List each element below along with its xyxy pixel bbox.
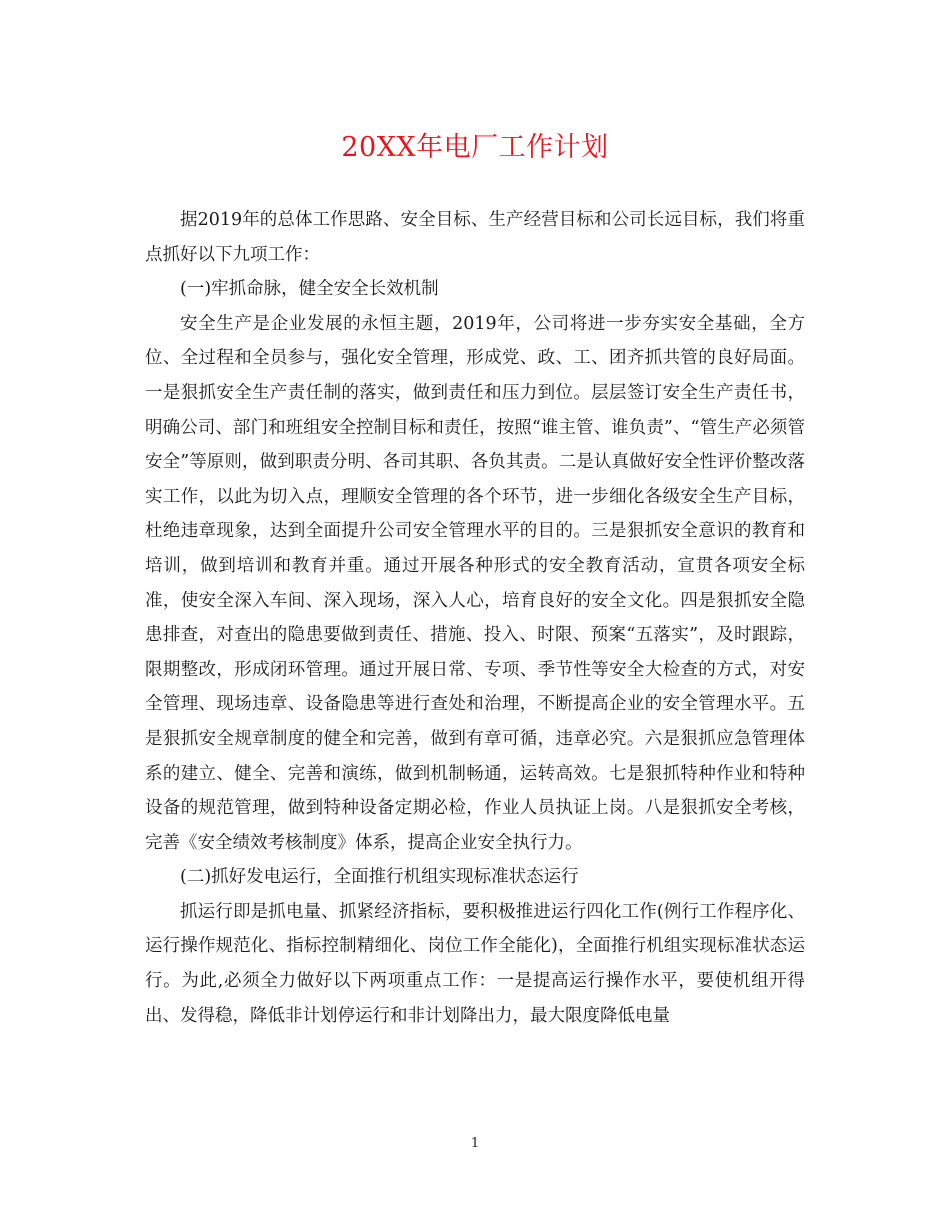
page-number: 1 — [470, 1136, 480, 1151]
section-heading-2: (二)抓好发电运行，全面推行机组实现标准状态运行 — [180, 867, 579, 888]
section-paragraph-2: 抓运行即是抓电量、抓紧经济指标，要积极推进运行四化工作(例行工作程序化、运行操作规范化、指标控制精细化、岗位工作全能化)，全面推行机组实现标准状态运行。为此,必须全力做好以下两项重点工作：一是提高运行操作水平，要使机组开得出、发得稳，降低非计划停运行和非计划降出力，最大限度降低电量 — [145, 901, 805, 1026]
document-title: 20XX年电厂工作计划 — [341, 132, 609, 163]
section-heading-1: (一)牢抓命脉，健全安全长效机制 — [180, 279, 439, 300]
section-paragraph-1: 安全生产是企业发展的永恒主题，2019年，公司将进一步夯实安全基础，全方位、全过程和全员参与，强化安全管理，形成党、政、工、团齐抓共管的良好局面。一是狠抓安全生产责任制的落实，做到责任和压力到位。层层签订安全生产责任书，明确公司、部门和班组安全控制目标和责任，按照“谁主管、谁负责”、“管生产必须管安全”等原则，做到职责分明、各司其职、各负其责。二是认真做好安全性评价整改落实工作，以此为切入点，理顺安全管理的各个环节，进一步细化各级安全生产目标，杜绝违章现象，达到全面提升公司安全管理水平的目的。三是狠抓安全意识的教育和培训，做到培训和教育并重。通过开展各种形式的安全教育活动，宣贯各项安全标准，使安全深入车间、深入现场，深入人心，培育良好的安全文化。四是狠抓安全隐患排查，对查出的隐患要做到责任、措施、投入、时限、预案“五落实”，及时跟踪，限期整改，形成闭环管理。通过开展日常、专项、季节性等安全大检查的方式，对安全管理、现场违章、设备隐患等进行查处和治理，不断提高企业的安全管理水平。五是狠抓安全规章制度的健全和完善，做到有章可循，违章必究。六是狠抓应急管理体系的建立、健全、完善和演练，做到机制畅通，运转高效。七是狠抓特种作业和特种设备的规范管理，做到特种设备定期必检，作业人员执证上岗。八是狠抓安全考核，完善《安全绩效考核制度》体系，提高企业安全执行力。 — [145, 313, 805, 853]
document-body — [145, 203, 805, 1033]
intro-paragraph: 据2019年的总体工作思路、安全目标、生产经营目标和公司长远目标，我们将重点抓好以下九项工作： — [145, 210, 805, 265]
